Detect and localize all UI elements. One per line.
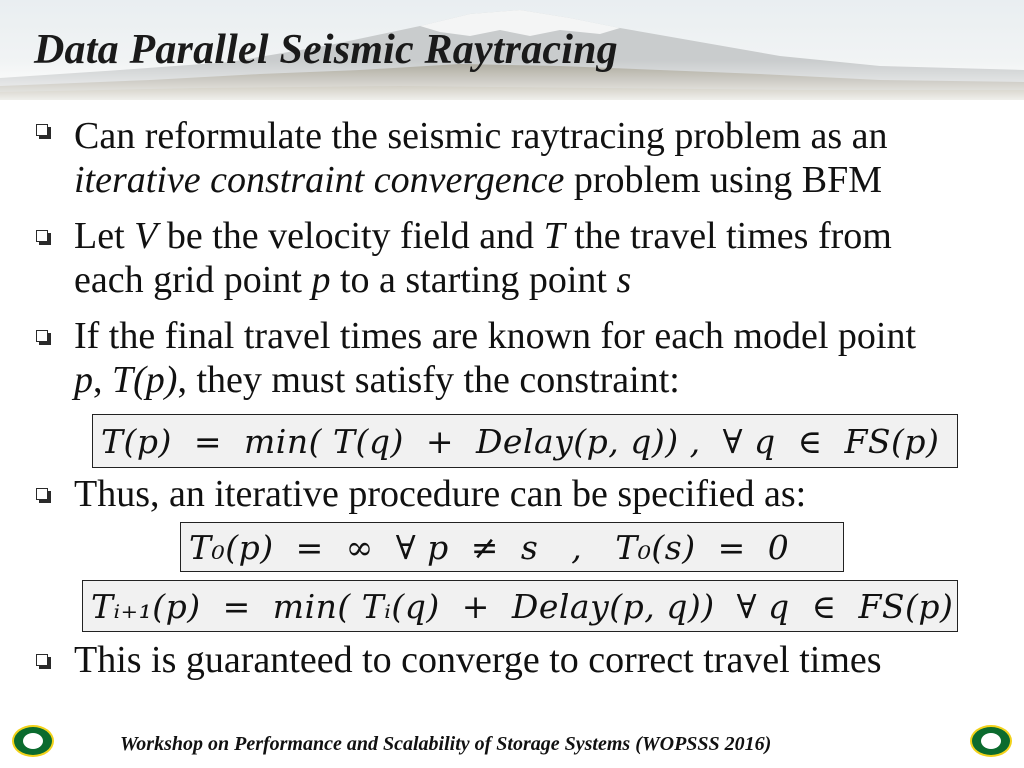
bullet-4-line-1: Thus, an iterative procedure can be specified as: [74,473,807,515]
variable-tp: T(p) [112,359,178,401]
header-band [0,0,1024,100]
iteration-equation-text: Tᵢ₊₁(p) = min( Tᵢ(q) + Delay(p, q)) ∀ q ∈ FS(p) [91,586,954,626]
constraint-equation-text: T(p) = min( T(q) + Delay(p, q)) , ∀ q ∈ FS(p) [101,421,940,461]
text-fragment: , they must satisfy the constraint: [177,359,680,401]
text-fragment: the travel times from [564,215,892,257]
bullet-3-line-1: If the final travel times are known for each model point [74,315,917,357]
initialization-equation [180,522,844,572]
iterative-constraint-convergence-text: iterative constraint convergence [74,159,565,201]
bullet-square-icon [36,124,52,140]
constraint-equation [92,414,958,468]
bullet-3-line-2 [74,358,680,402]
bullet-2-line-1 [74,214,892,258]
oregon-o-logo-icon-left [10,722,56,760]
initialization-equation-text: T₀(p) = ∞ ∀ p ≠ s , T₀(s) = 0 [189,527,790,567]
text-fragment: to a starting point [330,259,617,301]
variable-t: T [543,215,565,257]
footer-text: Workshop on Performance and Scalability of Storage Systems (WOPSSS 2016) [120,733,772,755]
text-fragment: be the velocity field and [157,215,544,257]
bullet-square-icon [36,488,52,504]
bullet-1-line-1: Can reformulate the seismic raytracing problem as an [74,115,888,157]
variable-v: V [134,215,158,257]
slide-title: Data Parallel Seismic Raytracing [34,27,618,73]
bullet-1-line-2 [74,158,882,202]
text-fragment: Let [74,215,135,257]
text-fragment: , [93,359,112,401]
text-fragment: each grid point [74,259,312,301]
bullet-square-icon [36,330,52,346]
variable-p: p [311,259,331,301]
bullet-square-icon [36,654,52,670]
iteration-equation [82,580,958,632]
bullet-1-line-2-rest: problem using BFM [564,159,883,201]
oregon-o-logo-icon-right [968,722,1014,760]
bullet-5-line-1: This is guaranteed to converge to correct travel times [74,639,882,681]
variable-p: p [74,359,93,401]
bullet-square-icon [36,230,52,246]
bullet-2-line-2 [74,258,631,302]
variable-s: s [616,259,632,301]
